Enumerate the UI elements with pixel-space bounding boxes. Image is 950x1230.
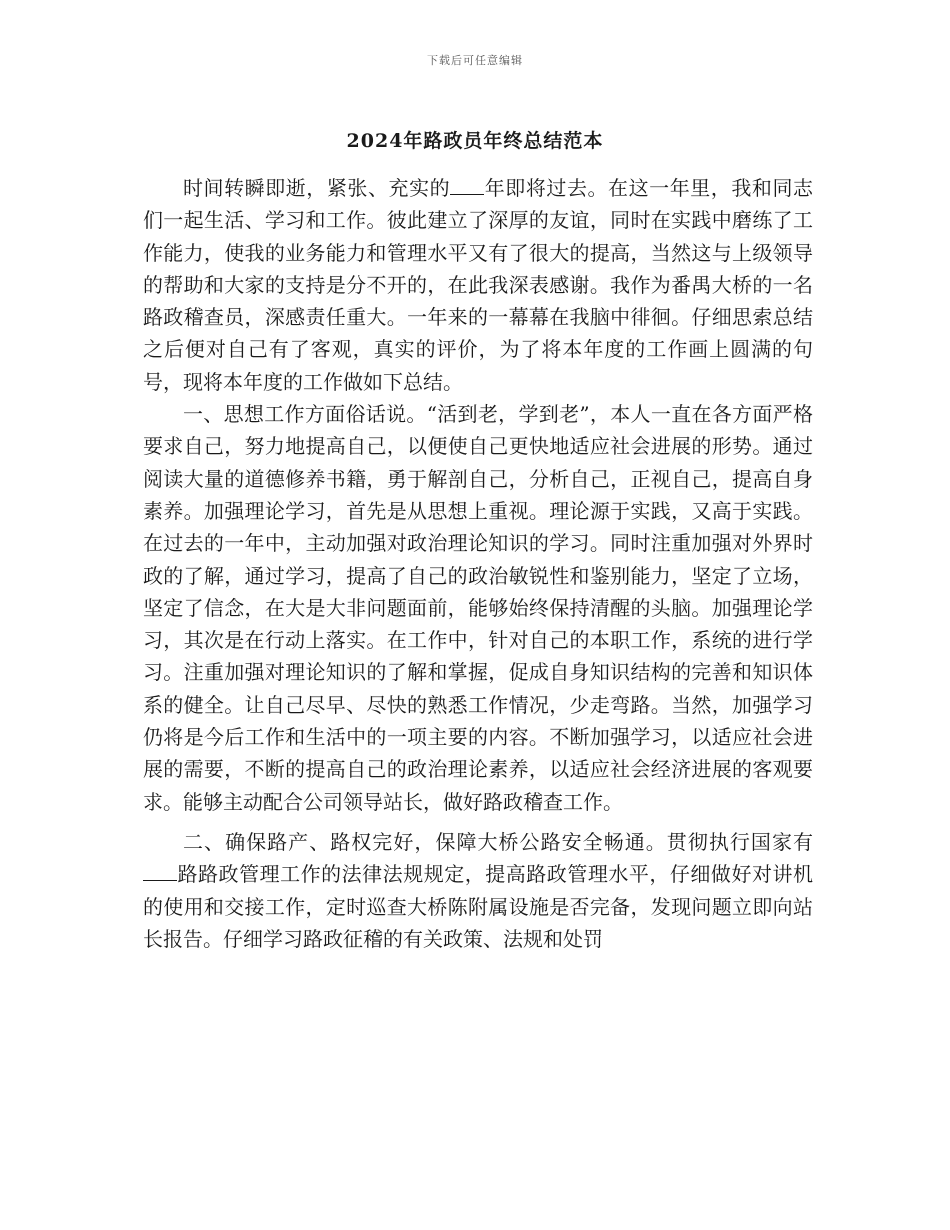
paragraph-intro-text-end: 年即将过去。在这一年里，我和同志们一起生活、学习和工作。彼此建立了深厚的友谊，同时在实践中磨练了工作能力，使我的业务能力和管理水平又有了很大的提高，当然这与上级领导的帮助和大家的支持是分不开的，在此我深表感谢。我作为番禺大桥的一名路政稽查员，深感责任重大。一年来的一幕幕在我脑中徘徊。仔细思索总结之后便对自己有了客观，真实的评价，为了将本年度的工作画上圆满的句号，现将本年度的工作做如下总结。 [143, 176, 814, 394]
paragraph-road-safety-text-end: 路路政管理工作的法律法规规定，提高路政管理水平，仔细做好对讲机的使用和交接工作，定时巡查大桥陈附属设施是否完备，发现问题立即向站长报告。仔细学习路政征稽的有关政策、法规和处罚 [143, 862, 813, 951]
fill-in-blank [143, 862, 177, 881]
paragraph-road-safety [143, 826, 813, 955]
fill-in-blank [450, 176, 484, 195]
paragraph-intro [143, 172, 813, 398]
page-header-note: 下载后可任意编辑 [427, 54, 523, 67]
paragraph-road-safety-text-start: 二、确保路产、路权完好，保障大桥公路安全畅通。贯彻执行国家有 [183, 829, 813, 854]
paragraph-intro-text-start: 时间转瞬即逝，紧张、充实的 [183, 176, 451, 200]
document-title: 2024年路政员年终总结范本 [346, 130, 604, 152]
document-body [143, 172, 813, 955]
paragraph-ideology: 一、思想工作方面俗话说。“活到老，学到老”，本人一直在各方面严格要求自己，努力地提高自己，以便使自己更快地适应社会进展的形势。通过阅读大量的道德修养书籍，勇于解剖自己，分析自己，正视自己，提高自身素养。加强理论学习，首先是从思想上重视。理论源于实践，又高于实践。在过去的一年中，主动加强对政治理论知识的学习。同时注重加强对外界时政的了解，通过学习，提高了自己的政治敏锐性和鉴别能力，坚定了立场，坚定了信念，在大是大非问题面前，能够始终保持清醒的头脑。加强理论学习，其次是在行动上落实。在工作中，针对自己的本职工作，系统的进行学习。注重加强对理论知识的了解和掌握，促成自身知识结构的完善和知识体系的健全。让自己尽早、尽快的熟悉工作情况，少走弯路。当然，加强学习仍将是今后工作和生活中的一项主要的内容。不断加强学习，以适应社会进展的需要，不断的提高自己的政治理论素养，以适应社会经济进展的客观要求。能够主动配合公司领导站长，做好路政稽查工作。 [143, 402, 813, 814]
